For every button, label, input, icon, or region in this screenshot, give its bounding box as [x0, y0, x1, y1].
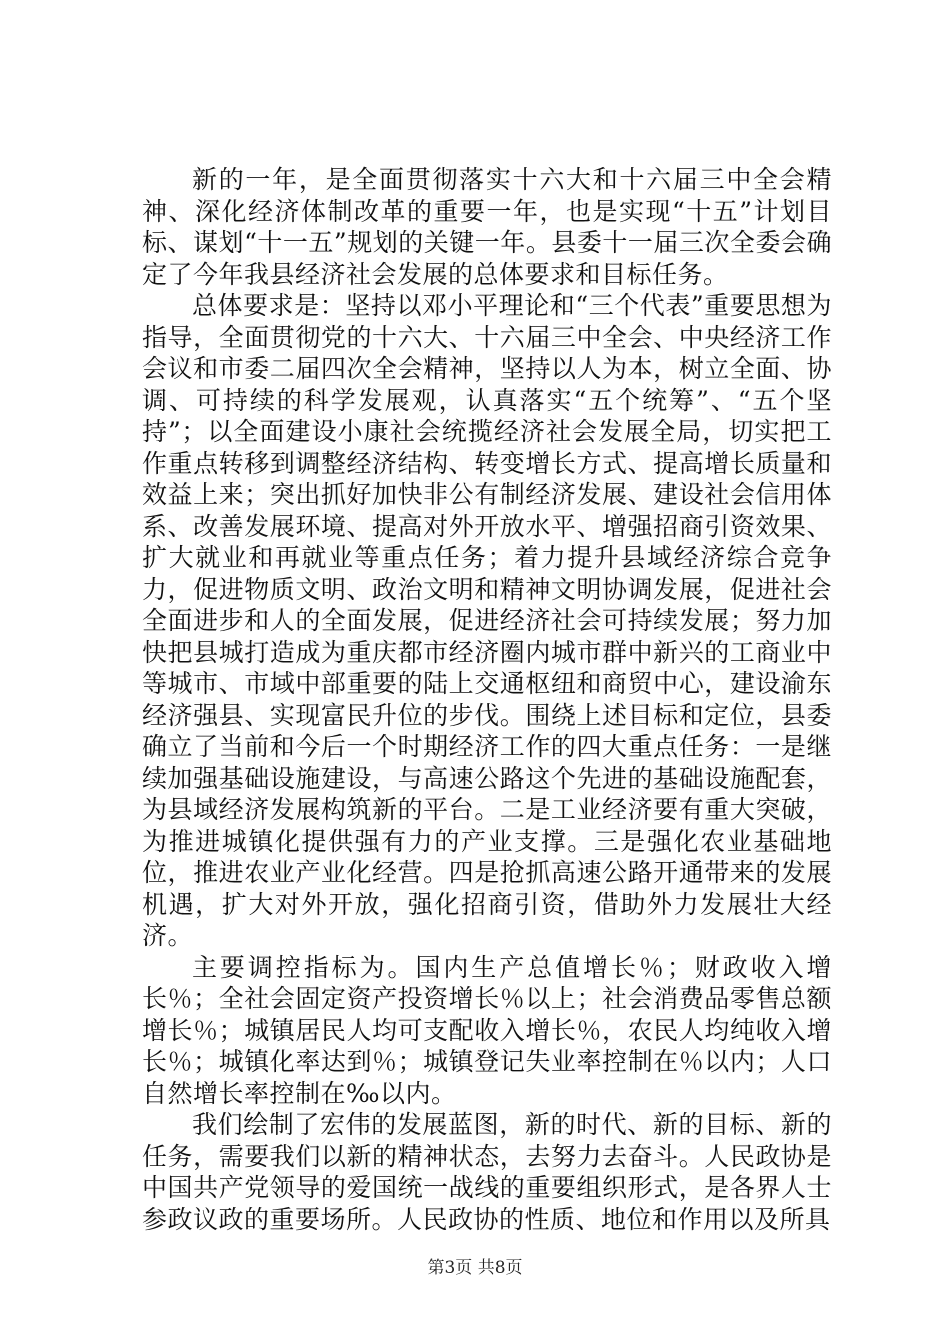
paragraph-3: 主要调控指标为。国内生产总值增长％；财政收入增长％；全社会固定资产投资增长％以上；社会消费品零售总额增长％；城镇居民人均可支配收入增长％，农民人均纯收入增长％；城镇化率达到％；城镇登记失业率控制在％以内；人口自然增长率控制在‰以内。	[142, 952, 832, 1108]
paragraph-1: 新的一年，是全面贯彻落实十六大和十六届三中全会精神、深化经济体制改革的重要一年，也是实现“十五”计划目标、谋划“十一五”规划的关键一年。县委十一届三次全委会确定了今年我县经济社会发展的总体要求和目标任务。	[142, 165, 832, 289]
document-body	[142, 164, 832, 1235]
page-number-footer: 第3页 共8页	[427, 1258, 523, 1278]
paragraph-2: 总体要求是：坚持以邓小平理论和“三个代表”重要思想为指导，全面贯彻党的十六大、十六届三中全会、中央经济工作会议和市委二届四次全会精神，坚持以人为本，树立全面、协调、可持续的科学发展观，认真落实“五个统筹”、“五个坚持”；以全面建设小康社会统揽经济社会发展全局，切实把工作重点转移到调整经济结构、转变增长方式、提高增长质量和效益上来；突出抓好加快非公有制经济发展、建设社会信用体系、改善发展环境、提高对外开放水平、增强招商引资效果、扩大就业和再就业等重点任务；着力提升县域经济综合竞争力，促进物质文明、政治文明和精神文明协调发展，促进社会全面进步和人的全面发展，促进经济社会可持续发展；努力加快把县城打造成为重庆都市经济圈内城市群中新兴的工商业中等城市、市域中部重要的陆上交通枢纽和商贸中心，建设渝东经济强县、实现富民升位的步伐。围绕上述目标和定位，县委确立了当前和今后一个时期经济工作的四大重点任务：一是继续加强基础设施建设，与高速公路这个先进的基础设施配套，为县域经济发展构筑新的平台。二是工业经济要有重大突破，为推进城镇化提供强有力的产业支撑。三是强化农业基础地位，推进农业产业化经营。四是抢抓高速公路开通带来的发展机遇，扩大对外开放，强化招商引资，借助外力发展壮大经济。	[142, 291, 832, 950]
paragraph-4: 我们绘制了宏伟的发展蓝图，新的时代、新的目标、新的任务，需要我们以新的精神状态，去努力去奋斗。人民政协是中国共产党领导的爱国统一战线的重要组织形式，是各界人士参政议政的重要场所。人民政协的性质、地位和作用以及所具	[142, 1110, 832, 1234]
